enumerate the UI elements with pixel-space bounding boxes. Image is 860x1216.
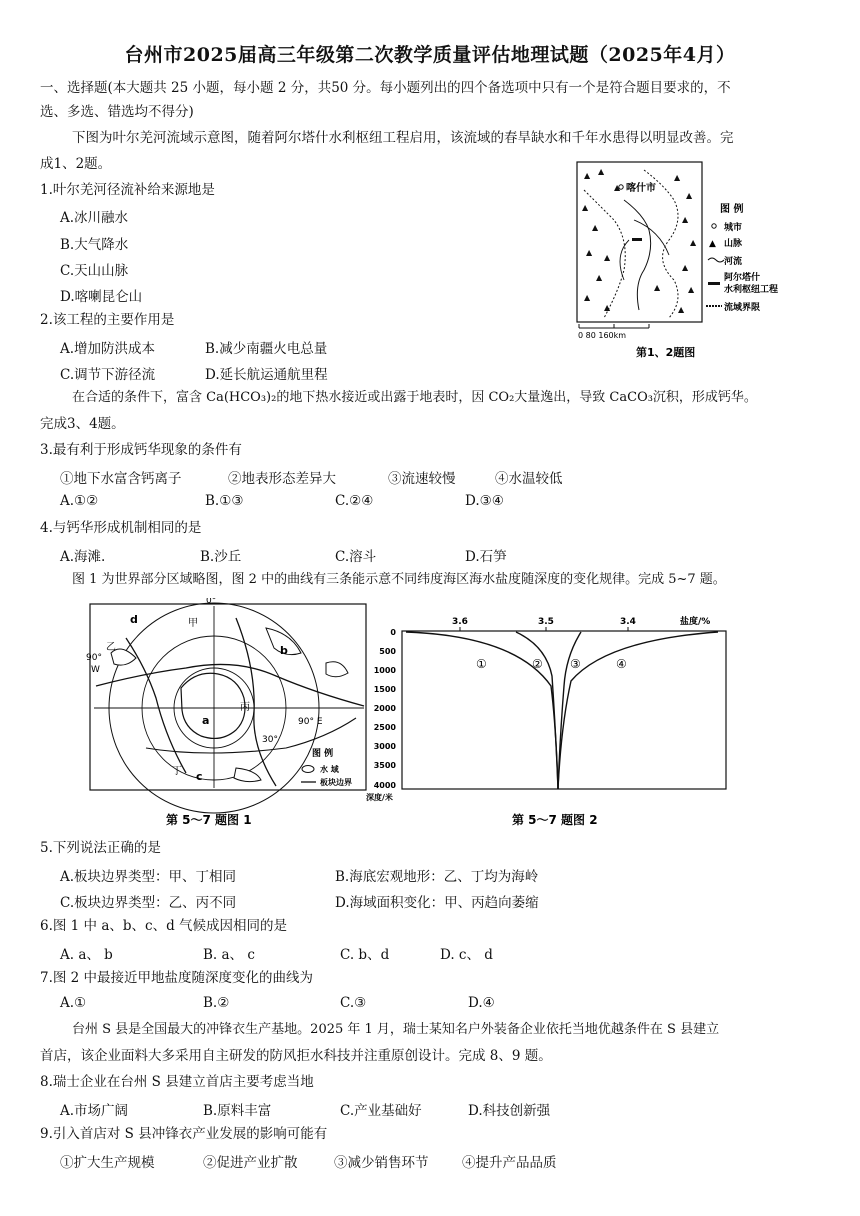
svg-text:▲: ▲ [654,283,661,292]
intro-q1-2-line2: 成1、2题。 [40,156,112,172]
page-title: 台州市2025届高三年级第二次教学质量评估地理试题（2025年4月） [124,44,736,66]
svg-text:▲: ▲ [604,303,611,312]
section-instructions-line2: 选、多选、错选均不得分) [40,104,194,120]
city-symbol-icon [712,224,716,228]
legend-dam-2: 水利枢纽工程 [724,285,779,295]
svg-text:▲: ▲ [682,215,689,224]
mountain-symbol-icon: ▲ [709,239,716,249]
q2-option-d[interactable]: D.延长航运通航里程 [205,367,328,383]
q7-option-b[interactable]: B.② [203,995,230,1011]
svg-text:▲: ▲ [686,191,693,200]
q5-stem: 5.下列说法正确的是 [40,840,161,856]
svg-text:▲: ▲ [598,167,605,176]
q8-option-a[interactable]: A.市场广阔 [60,1103,129,1119]
svg-text:▲: ▲ [592,223,599,232]
figure-yarkand-basin [574,160,820,360]
q9-condition-1: ①扩大生产规模 [60,1155,155,1171]
ytick-500: 500 [379,647,396,656]
q7-option-d[interactable]: D.④ [468,995,495,1011]
q8-option-d[interactable]: D.科技创新强 [468,1103,551,1119]
q3-stem: 3.最有利于形成钙华现象的条件有 [40,442,242,458]
q2-stem: 2.该工程的主要作用是 [40,312,175,328]
label-yi: 乙 [106,642,116,653]
q1-stem: 1.叶尔羌河径流补给来源地是 [40,182,215,198]
label-w: W [91,665,100,675]
curve-label-4: ④ [616,657,627,671]
label-c: c [196,770,203,783]
dam-symbol-icon [708,282,720,285]
legend-city: 城市 [724,223,743,233]
q1-option-a[interactable]: A.冰川融水 [60,210,129,226]
q1-option-c[interactable]: C.天山山脉 [60,263,129,279]
q3-condition-2: ②地表形态差异大 [228,471,336,487]
q4-stem: 4.与钙华形成机制相同的是 [40,520,202,536]
svg-text:▲: ▲ [682,263,689,272]
q8-stem: 8.瑞士企业在台州 S 县建立首店主要考虑当地 [40,1074,314,1090]
q1-option-d[interactable]: D.喀喇昆仑山 [60,289,143,305]
label-90w: 90° [86,653,102,663]
ytick-1500: 1500 [373,685,396,694]
svg-text:▲: ▲ [688,285,695,294]
svg-text:▲: ▲ [582,203,589,212]
intro-q1-2-line1: 下图为叶尔羌河流域示意图，随着阿尔塔什水利枢纽工程启用，该流域的春旱缺水和千年水患得以明显改善。完 [72,130,734,146]
q4-option-c[interactable]: C.溶斗 [335,549,377,565]
y-axis-unit: 深度/米 [366,793,393,802]
q9-condition-4: ④提升产品品质 [462,1155,557,1171]
ytick-3500: 3500 [373,761,396,770]
q3-option-c[interactable]: C.②④ [335,493,374,509]
intro-q3-4-line2: 完成3、4题。 [40,416,125,432]
svg-text:▲: ▲ [678,305,685,314]
legend-boundary: 流域界限 [724,303,761,313]
fig1-legend-water: 水 域 [320,765,339,774]
svg-text:▲: ▲ [584,293,591,302]
q3-option-d[interactable]: D.③④ [465,493,504,509]
ytick-2000: 2000 [373,704,396,713]
section-instructions-line1: 一、选择题(本大题共 25 小题，每小题 2 分，共50 分。每小题列出的四个备选项中只有一个是符合题目要求的，不 [40,80,731,96]
q5-option-d[interactable]: D.海域面积变化：甲、丙趋向萎缩 [335,895,539,911]
label-bing: 丙 [240,702,250,713]
intro-q5-7: 图 1 为世界部分区域略图，图 2 中的曲线有三条能示意不同纬度海区海水盐度随深度的变化规律。完成 5~7 题。 [72,572,726,587]
label-ding: 丁 [172,766,182,777]
q4-option-a[interactable]: A.海滩. [60,549,106,565]
q3-condition-1: ①地下水富含钙离子 [60,471,182,487]
curve-label-3: ③ [570,657,581,671]
svg-text:▲: ▲ [614,183,621,192]
q1-option-b[interactable]: B.大气降水 [60,237,129,253]
figure-1-map [86,598,376,834]
q6-option-b[interactable]: B. a、 c [203,947,255,963]
svg-text:▲: ▲ [584,171,591,180]
fig1-legend-plate: 板块边界 [320,778,352,787]
svg-text:▲: ▲ [596,273,603,282]
label-a: a [202,714,210,727]
q3-condition-4: ④水温较低 [495,471,563,487]
river-symbol-icon [708,258,724,262]
svg-text:▲: ▲ [690,238,697,247]
water-symbol-icon [302,766,314,773]
intro-q3-4-line1: 在合适的条件下，富含 Ca(HCO₃)₂的地下热水接近或出露于地表时，因 CO₂大量逸出，导致 CaCO₃沉积，形成钙华。 [72,390,757,405]
xtick-3-4: 3.4 [620,617,636,627]
label-zero-meridian: 0° [206,598,217,606]
q8-option-c[interactable]: C.产业基础好 [340,1103,422,1119]
svg-text:▲: ▲ [604,253,611,262]
q3-option-b[interactable]: B.①③ [205,493,244,509]
q7-option-c[interactable]: C.③ [340,995,367,1011]
q2-option-a[interactable]: A.增加防洪成本 [60,341,156,357]
figure-2-salinity-chart [366,606,766,834]
intro-q8-9-line1: 台州 S 县是全国最大的冲锋衣生产基地。2025 年 1 月，瑞士某知名户外装备企业依托当地优越条件在 S 县建立 [72,1022,720,1037]
svg-text:▲: ▲ [674,173,681,182]
q6-option-d[interactable]: D. c、 d [440,947,493,963]
legend-river: 河流 [724,257,743,267]
q2-option-c[interactable]: C.调节下游径流 [60,367,156,383]
ytick-0: 0 [390,628,396,637]
q8-option-b[interactable]: B.原料丰富 [203,1103,272,1119]
curve-label-1: ① [476,657,487,671]
ytick-4000: 4000 [373,781,396,790]
x-axis-unit: 盐度/% [680,617,711,627]
xtick-3-6: 3.6 [452,617,468,627]
q3-option-a[interactable]: A.①② [60,493,99,509]
ytick-2500: 2500 [373,723,396,732]
label-30deg: 30° [262,735,278,745]
q9-stem: 9.引入首店对 S 县冲锋衣产业发展的影响可能有 [40,1126,328,1142]
q5-option-a[interactable]: A.板块边界类型：甲、丁相同 [60,869,237,885]
svg-text:▲: ▲ [586,248,593,257]
q4-option-d[interactable]: D.石笋 [465,549,507,565]
scale-bar: 0 80 160km [578,331,627,340]
q4-option-b[interactable]: B.沙丘 [200,549,242,565]
figure-2-caption: 第 5～7 题图 2 [512,813,598,827]
q3-condition-3: ③流速较慢 [388,471,456,487]
city-label: 喀什市 [626,183,656,194]
q9-condition-3: ③减少销售环节 [334,1155,429,1171]
q7-stem: 7.图 2 中最接近甲地盐度随深度变化的曲线为 [40,970,314,986]
q9-condition-2: ②促进产业扩散 [203,1155,298,1171]
q6-option-c[interactable]: C. b、d [340,947,390,963]
figure-1-caption: 第 5～7 题图 1 [166,813,252,827]
q2-option-b[interactable]: B.减少南疆火电总量 [205,341,328,357]
legend-dam-1: 阿尔塔什 [724,273,761,283]
intro-q8-9-line2: 首店，该企业面料大多采用自主研发的防风拒水科技并注重原创设计。完成 8、9 题。 [40,1048,552,1064]
q6-option-a[interactable]: A. a、 b [60,947,113,963]
label-jia: 甲 [188,618,198,629]
ytick-1000: 1000 [373,666,396,675]
q6-stem: 6.图 1 中 a、b、c、d 气候成因相同的是 [40,918,288,934]
label-90e: 90° E [298,717,323,727]
curve-label-2: ② [532,657,543,671]
label-b: b [280,644,288,657]
q5-option-c[interactable]: C.板块边界类型：乙、丙不同 [60,895,237,911]
figure-caption-1-2: 第1、2题图 [636,346,696,359]
q7-option-a[interactable]: A.① [60,995,87,1011]
legend-mountain: 山脉 [724,239,743,249]
fig1-legend-title: 图 例 [312,749,334,759]
legend-title: 图 例 [720,204,744,215]
ytick-3000: 3000 [373,742,396,751]
q5-option-b[interactable]: B.海底宏观地形：乙、丁均为海岭 [335,869,539,885]
label-d: d [130,613,138,626]
xtick-3-5: 3.5 [538,617,554,627]
